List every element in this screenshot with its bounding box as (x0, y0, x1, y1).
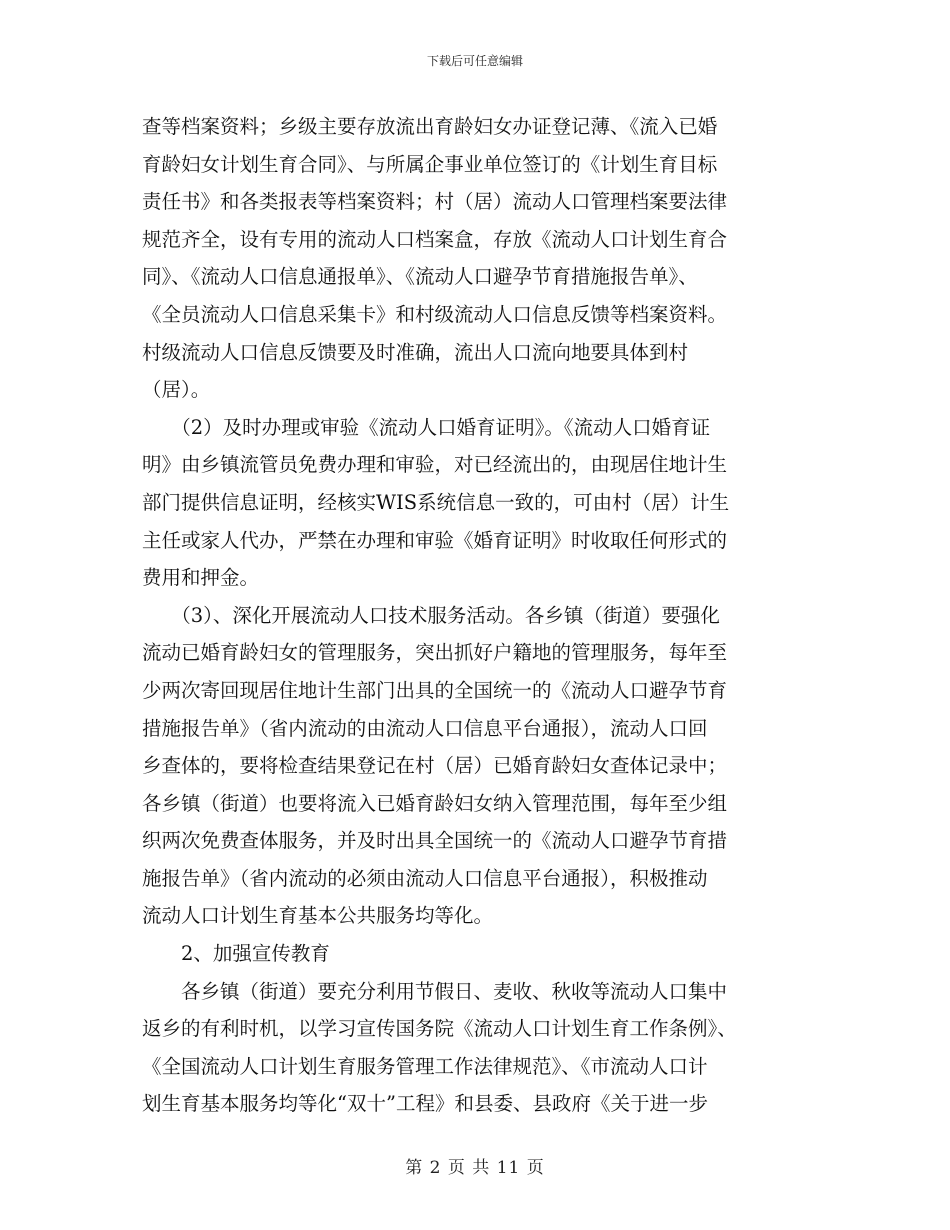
body-line: 划生育基本服务均等化“双十”工程》和县委、县政府《关于进一步 (142, 1092, 708, 1116)
body-line: 部门提供信息证明，经核实WIS系统信息一致的，可由村（居）计生 (142, 490, 730, 514)
body-line: 流动已婚育龄妇女的管理服务，突出抓好户籍地的管理服务，每年至 (142, 641, 728, 665)
body-line: 规范齐全，设有专用的流动人口档案盒，存放《流动人口计划生育合 (142, 227, 728, 251)
body-line: 2、加强宣传教育 (142, 942, 330, 966)
body-line: 查等档案资料；乡级主要存放流出育龄妇女办证登记薄、《流入已婚 (142, 115, 718, 138)
body-line: 《全员流动人口信息采集卡》和村级流动人口信息反馈等档案资料。 (142, 302, 728, 326)
body-line: 村级流动人口信息反馈要及时准确，流出人口流向地要具体到村 (142, 340, 689, 364)
page-number-footer: 第 2 页 共 11 页 (405, 1158, 545, 1178)
body-line: 各乡镇（街道）要充分利用节假日、麦收、秋收等流动人口集中 (142, 979, 728, 1003)
body-line: 乡查体的，要将检查结果登记在村（居）已婚育龄妇女查体记录中； (142, 754, 728, 778)
body-line: 育龄妇女计划生育合同》、与所属企事业单位签订的《计划生育目标 (142, 152, 718, 176)
body-line: 责任书》和各类报表等档案资料；村（居）流动人口管理档案要法律 (142, 190, 728, 214)
body-line: （居）。 (142, 378, 211, 402)
body-line: 主任或家人代办，严禁在办理和审验《婚育证明》时收取任何形式的 (142, 528, 728, 552)
body-line: 施报告单》（省内流动的必须由流动人口信息平台通报），积极推动 (142, 866, 708, 890)
body-line: （2）及时办理或审验《流动人口婚育证明》。《流动人口婚育证 (142, 415, 711, 439)
body-line: 《全国流动人口计划生育服务管理工作法律规范》、《市流动人口计 (142, 1054, 708, 1078)
document-body (142, 108, 808, 1123)
body-line: 各乡镇（街道）也要将流入已婚育龄妇女纳入管理范围，每年至少组 (142, 791, 728, 815)
body-line: 少两次寄回现居住地计生部门出具的全国统一的《流动人口避孕节育 (142, 678, 728, 702)
body-line: 流动人口计划生育基本公共服务均等化。 (142, 904, 494, 928)
page-header: 下载后可任意编辑 (426, 54, 523, 68)
body-line: （3）、深化开展流动人口技术服务活动。各乡镇（街道）要强化 (142, 603, 720, 627)
body-line: 同》、《流动人口信息通报单》、《流动人口避孕节育措施报告单》、 (142, 265, 698, 289)
body-line: 措施报告单》（省内流动的由流动人口信息平台通报），流动人口回 (142, 716, 708, 740)
body-line: 返乡的有利时机，以学习宣传国务院《流动人口计划生育工作条例》、 (142, 1017, 737, 1041)
body-line: 明》由乡镇流管员免费办理和审验，对已经流出的，由现居住地计生 (142, 453, 728, 477)
body-line: 织两次免费查体服务，并及时出具全国统一的《流动人口避孕节育措 (142, 829, 728, 853)
body-line: 费用和押金。 (142, 566, 260, 590)
